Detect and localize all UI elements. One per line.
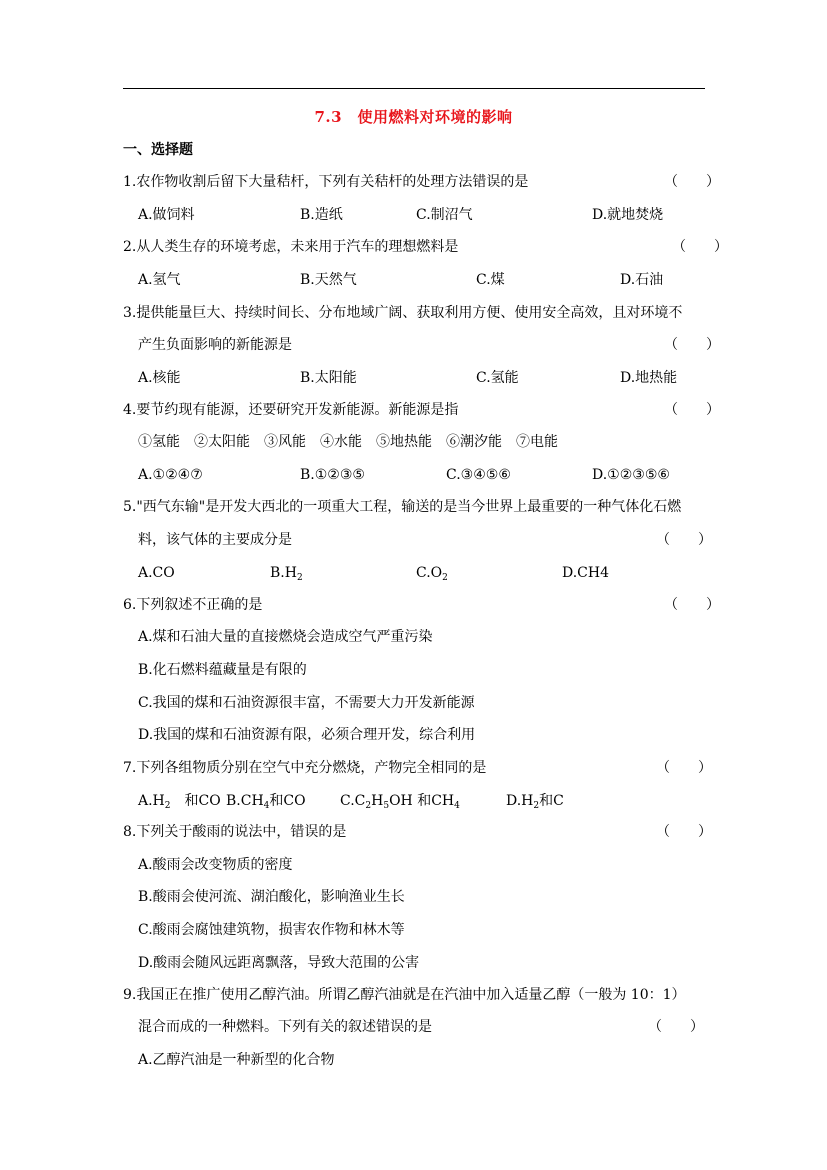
question-1-stem: 1.农作物收割后留下大量秸杆，下列有关秸杆的处理方法错误的是	[123, 174, 529, 190]
q3-option-b: B.太阳能	[300, 370, 357, 386]
answer-blank-8: （ ）	[656, 824, 712, 840]
answer-blank-7: （ ）	[656, 760, 712, 776]
header-rule	[123, 88, 705, 89]
q5-option-a: A.CO	[138, 565, 175, 581]
question-9-stem-line2: 混合而成的一种燃料。下列有关的叙述错误的是	[138, 1019, 432, 1035]
q5-option-b: $B.H_2$	[270, 565, 303, 583]
question-5-stem-line2: 料，该气体的主要成分是	[138, 532, 292, 548]
q1-option-b: B.造纸	[300, 207, 343, 223]
q6-option-d: D.我国的煤和石油资源有限，必须合理开发，综合利用	[138, 727, 476, 743]
page-title: 7.3 使用燃料对环境的影响	[314, 108, 513, 126]
question-7-stem: 7.下列各组物质分别在空气中充分燃烧，产物完全相同的是	[123, 760, 487, 776]
question-3-stem-line2: 产生负面影响的新能源是	[138, 337, 292, 353]
question-6-stem: 6.下列叙述不正确的是	[123, 597, 263, 613]
q5-option-d: D.CH4	[562, 565, 610, 581]
answer-blank-4: （ ）	[664, 402, 720, 418]
q1-option-d: D.就地焚烧	[592, 207, 664, 223]
q4-energy-list: ①氢能 ②太阳能 ③风能 ④水能 ⑤地热能 ⑥潮汐能 ⑦电能	[138, 434, 558, 450]
q6-option-a: A.煤和石油大量的直接燃烧会造成空气严重污染	[138, 629, 433, 645]
q8-option-c: C.酸雨会腐蚀建筑物，损害农作物和林木等	[138, 922, 405, 938]
q5-option-c: $C.O_2$	[416, 565, 448, 583]
q3-option-c: C.氢能	[476, 370, 519, 386]
answer-blank-9: （ ）	[648, 1019, 704, 1035]
q6-option-b: B.化石燃料蕴藏量是有限的	[138, 662, 307, 678]
answer-blank-1: （ ）	[664, 174, 720, 190]
question-8-stem: 8.下列关于酸雨的说法中，错误的是	[123, 824, 347, 840]
question-9-stem-line1: 9.我国正在推广使用乙醇汽油。所谓乙醇汽油就是在汽油中加入适量乙醇（一般为 10：1）	[123, 987, 686, 1003]
answer-blank-3: （ ）	[664, 337, 720, 353]
q7-option-b: $B.CH_4$和CO	[226, 793, 306, 811]
q1-option-a: A.做饲料	[138, 207, 195, 223]
answer-blank-6: （ ）	[664, 597, 720, 613]
q7-option-c: $C.C_2H_5OH$ 和$CH_4$	[340, 793, 460, 811]
section-heading: 一、选择题	[123, 142, 193, 158]
q3-option-a: A.核能	[138, 370, 181, 386]
q8-option-b: B.酸雨会使河流、湖泊酸化，影响渔业生长	[138, 889, 405, 905]
q1-option-c: C.制沼气	[416, 207, 473, 223]
q4-option-c: C.③④⑤⑥	[446, 467, 511, 483]
q4-option-b: B.①②③⑤	[300, 467, 365, 483]
q8-option-a: A.酸雨会改变物质的密度	[138, 857, 293, 873]
q4-option-d: D.①②③⑤⑥	[592, 467, 670, 483]
q4-option-a: A.①②④⑦	[138, 467, 203, 483]
q7-option-a: $A.H_2$ 和CO	[138, 793, 221, 811]
q2-option-c: C.煤	[476, 272, 505, 288]
q2-option-a: A.氢气	[138, 272, 181, 288]
q3-option-d: D.地热能	[620, 370, 678, 386]
q7-option-d: $D.H_2$和C	[506, 793, 564, 811]
q9-option-a: A.乙醇汽油是一种新型的化合物	[138, 1052, 335, 1068]
q8-option-d: D.酸雨会随风远距离飘落，导致大范围的公害	[138, 955, 420, 971]
answer-blank-2: （ ）	[672, 239, 728, 255]
question-2-stem: 2.从人类生存的环境考虑，未来用于汽车的理想燃料是	[123, 239, 459, 255]
q2-option-b: B.天然气	[300, 272, 357, 288]
question-5-stem-line1: 5."西气东输"是开发大西北的一项重大工程，输送的是当今世界上最重要的一种气体化石燃	[123, 499, 682, 515]
q6-option-c: C.我国的煤和石油资源很丰富，不需要大力开发新能源	[138, 695, 475, 711]
question-3-stem-line1: 3.提供能量巨大、持续时间长、分布地域广阔、获取利用方便、使用安全高效，且对环境不	[123, 305, 683, 321]
q2-option-d: D.石油	[620, 272, 664, 288]
answer-blank-5: （ ）	[656, 532, 712, 548]
question-4-stem: 4.要节约现有能源，还要研究开发新能源。新能源是指	[123, 402, 459, 418]
